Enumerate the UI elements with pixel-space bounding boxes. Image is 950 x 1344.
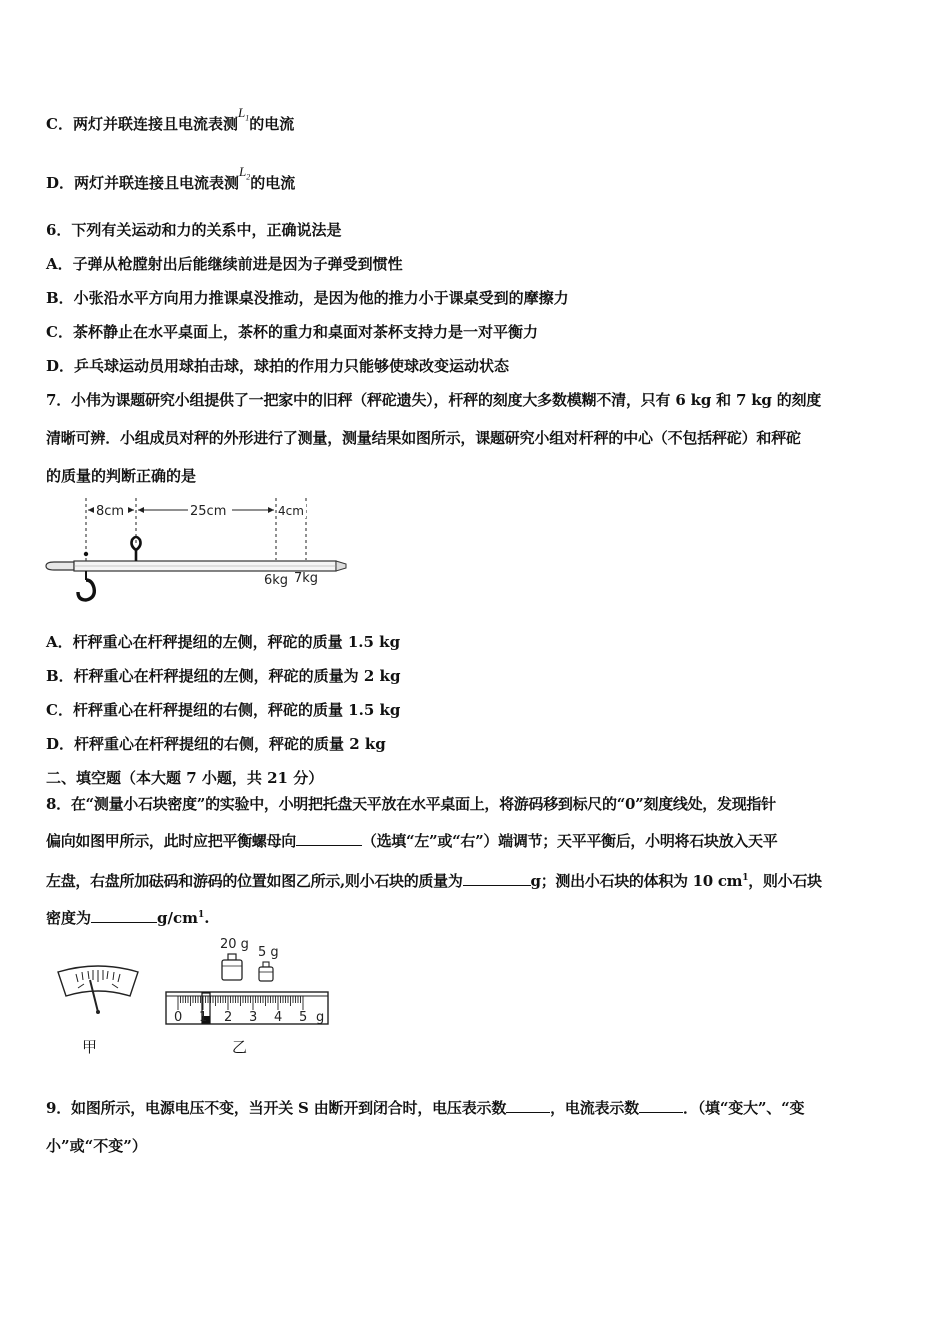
symbol-subscript: 1 [245, 113, 250, 123]
figure-label-yi: 乙 [232, 1038, 248, 1056]
symbol-l: L [239, 164, 247, 179]
q7-option-c: C．杆秤重心在杆秤提纽的右侧，秤砣的质量 1.5 kg [46, 701, 401, 719]
q8-line-3-c: ，则小石块 [748, 872, 822, 890]
q8-line-3-sup: 1 [742, 873, 749, 883]
q7-stem-line-1: 7．小伟为课题研究小组提供了一把家中的旧秤（秤砣遗失），杆秤的刻度大多数模糊不清，只有 6 kg 和 7 kg 的刻度 [46, 391, 822, 409]
q5-option-d [46, 164, 296, 200]
symbol-l: L [237, 105, 246, 120]
q9-line-1-b: ，电流表示数 [550, 1099, 639, 1117]
q5-option-c-end: 的电流 [249, 115, 295, 133]
weight-label-20g: 20 g [220, 937, 249, 952]
scale-label: 2 [224, 1010, 233, 1025]
scale-label: 0 [174, 1010, 183, 1025]
q5-option-d-text: D．两灯并联连接且电流表测 [46, 174, 240, 192]
steelyard-figure [40, 494, 360, 610]
q5-option-d-end: 的电流 [250, 174, 296, 192]
q5-option-c-symbol [237, 105, 250, 123]
q8-line-3-a: 左盘，右盘所加砝码和游码的位置如图乙所示,则小石块的质量为 [46, 872, 463, 890]
weight-5g-icon [259, 962, 273, 981]
q8-line-2 [46, 831, 777, 851]
dim-label-25cm: 25cm [190, 504, 227, 519]
symbol-subscript: 2 [246, 172, 251, 182]
scale-unit: g [316, 1010, 325, 1025]
mark-6kg: 6kg [264, 573, 289, 588]
q9-line-1-c: ．（填“变大”、“变 [682, 1099, 805, 1117]
q9-line-2: 小”或“不变”） [46, 1137, 147, 1155]
scale-label: 4 [274, 1010, 283, 1025]
q5-option-c [46, 105, 295, 141]
q7-option-a: A．杆秤重心在杆秤提纽的左侧，秤砣的质量 1.5 kg [46, 633, 401, 651]
dim-label-4cm: 4cm [278, 504, 304, 518]
q8-line-4-c: . [204, 909, 210, 927]
q8-line-2-b: （选填“左”或“右”）端调节；天平平衡后，小明将石块放入天平 [361, 832, 778, 850]
q8-line-3 [46, 868, 822, 891]
q8-line-4-b: g/cm [157, 909, 198, 927]
scale-label: 3 [249, 1010, 258, 1025]
mark-7kg: 7kg [294, 571, 319, 586]
q7-option-d: D．杆秤重心在杆秤提纽的右侧，秤砣的质量 2 kg [46, 735, 386, 753]
q6-option-a: A．子弹从枪膛射出后能继续前进是因为子弹受到惯性 [46, 255, 403, 273]
figure-label-jia: 甲 [82, 1038, 98, 1056]
scale-label: 5 [299, 1010, 308, 1025]
answer-blank-current[interactable] [639, 1098, 683, 1113]
balance-pointer-figure [54, 962, 144, 1022]
q8-line-4-sup: 1 [198, 910, 205, 920]
weight-label-5g: 5 g [258, 945, 279, 960]
q7-stem-line-3: 的质量的判断正确的是 [46, 467, 197, 485]
q8-line-3-b: g；测出小石块的体积为 10 cm [530, 872, 743, 890]
q8-line-4 [46, 905, 210, 928]
q7-option-b: B．杆秤重心在杆秤提纽的左侧，秤砣的质量为 2 kg [46, 667, 401, 685]
scale-label: 1 [199, 1010, 208, 1025]
q5-option-d-symbol [239, 164, 251, 182]
weight-20g-icon [222, 954, 242, 980]
q5-option-c-text: C．两灯并联连接且电流表测 [46, 115, 238, 133]
answer-blank-density[interactable] [91, 908, 157, 923]
answer-blank-mass[interactable] [463, 871, 531, 886]
answer-blank-voltage[interactable] [506, 1098, 550, 1113]
q6-stem: 6．下列有关运动和力的关系中，正确说法是 [46, 221, 342, 239]
q9-line-1 [46, 1098, 804, 1118]
q8-line-4-a: 密度为 [46, 909, 92, 927]
q6-option-d: D．乒乓球运动员用球拍击球，球拍的作用力只能够使球改变运动状态 [46, 357, 510, 375]
q7-stem-line-2: 清晰可辨．小组成员对秤的外形进行了测量，测量结果如图所示，课题研究小组对杆秤的中心（不包括秤砣）和秤砣 [46, 429, 801, 447]
dim-label-8cm: 8cm [96, 504, 125, 519]
q6-option-c: C．茶杯静止在水平桌面上，茶杯的重力和桌面对茶杯支持力是一对平衡力 [46, 323, 538, 341]
answer-blank-direction[interactable] [296, 831, 362, 846]
section-2-title: 二、填空题（本大题 7 小题，共 21 分） [46, 769, 324, 787]
q9-line-1-a: 9．如图所示，电源电压不变，当开关 S 由断开到闭合时，电压表示数 [46, 1099, 507, 1117]
q8-line-1: 8．在“测量小石块密度”的实验中，小明把托盘天平放在水平桌面上，将游码移到标尺的“0”刻度线处，发现指针 [46, 795, 776, 813]
weights-and-scale-figure [160, 932, 340, 1028]
q8-line-2-a: 偏向如图甲所示，此时应把平衡螺母向 [46, 832, 296, 850]
q6-option-b: B．小张沿水平方向用力推课桌没推动，是因为他的推力小于课桌受到的摩擦力 [46, 289, 569, 307]
